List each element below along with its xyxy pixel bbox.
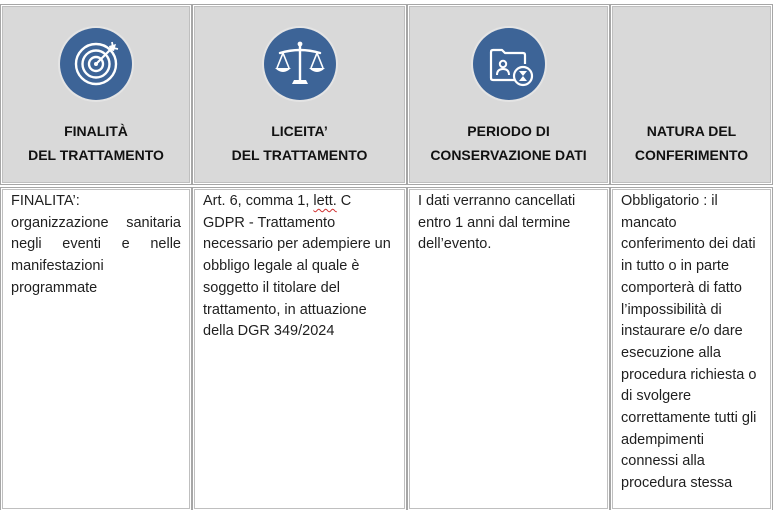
liceita-description <box>203 191 396 343</box>
header-title-conservazione <box>412 119 605 167</box>
conservazione-description: I dati verranno cancellati entro 1 anni dal termine dell’evento. <box>418 193 576 253</box>
header-title-line1: NATURA DEL <box>646 123 737 139</box>
target-icon <box>60 28 132 100</box>
finalita-label: FINALITA’: <box>11 193 80 209</box>
header-title-line1: PERIODO DI <box>467 123 550 139</box>
header-cell-finalita <box>0 4 192 185</box>
spellcheck-word: lett. <box>313 193 337 209</box>
header-title-line2: DEL TRATTAMENTO <box>28 147 164 163</box>
header-cell-liceita <box>192 4 407 185</box>
privacy-info-table <box>0 4 773 510</box>
scales-icon <box>264 28 336 100</box>
body-cell-conferimento <box>610 187 773 510</box>
header-title-finalita <box>5 119 187 167</box>
header-title-line1: FINALITÀ <box>64 123 128 139</box>
folder-hourglass-icon <box>473 28 545 100</box>
column-liceita <box>192 4 407 510</box>
body-cell-liceita <box>192 187 407 510</box>
header-cell-conservazione <box>407 4 610 185</box>
column-conservazione <box>407 4 610 510</box>
header-title-line1: LICEITA’ <box>271 123 328 139</box>
conferimento-description: Obbligatorio : il mancato conferimento dei dati in tutto o in parte comporterà di fatto l’impossibilità di instaurare e/o dare esecuzione alla procedura richiesta o di svolgere correttamente tutti gli adempimenti connessi alla procedura stessa <box>621 193 757 492</box>
body-cell-conservazione <box>407 187 610 510</box>
header-title-line2: CONFERIMENTO <box>634 147 749 163</box>
liceita-text-post: C GDPR - Trattamento necessario per adempiere un obbligo legale al quale è soggetto il titolare del trattamento, in attuazione della DGR 349/2024 <box>203 193 391 340</box>
header-title-line2: CONSERVAZIONE DATI <box>430 147 587 163</box>
liceita-text-pre: Art. 6, comma 1, <box>203 193 314 209</box>
finalita-description: organizzazione sanitaria negli eventi e nelle manifestazioni programmate <box>11 214 181 296</box>
header-title-conferimento <box>615 119 768 167</box>
header-title-liceita <box>197 119 402 167</box>
header-title-line2: DEL TRATTAMENTO <box>231 147 368 163</box>
column-finalita <box>0 4 192 510</box>
header-cell-conferimento <box>610 4 773 185</box>
column-conferimento <box>610 4 773 510</box>
body-cell-finalita <box>0 187 192 510</box>
